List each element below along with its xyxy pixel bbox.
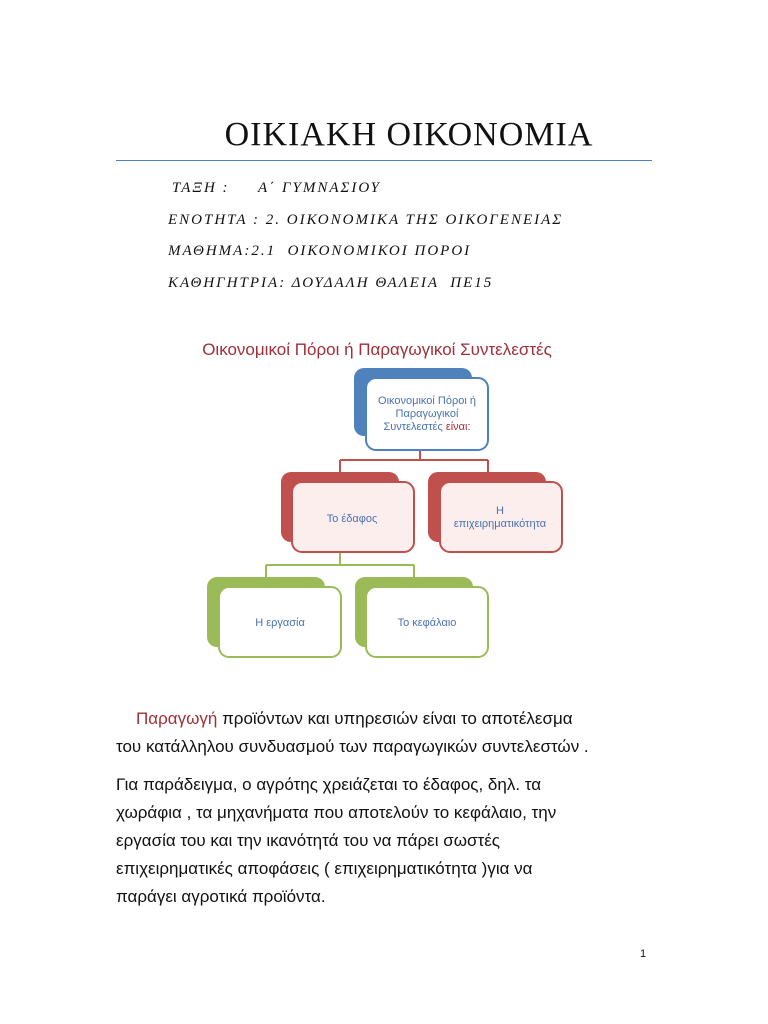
paragraph-production — [116, 705, 656, 761]
page-number: 1 — [640, 948, 647, 960]
capital-node-label: Το κεφάλαιο — [397, 617, 457, 629]
production-line1-rest: προϊόντων και υπηρεσιών είναι το αποτέλεσμα — [217, 709, 573, 728]
root-node-line3-plain: Συντελεστές — [383, 421, 446, 433]
paragraph-example — [116, 771, 656, 911]
land-node — [281, 472, 414, 552]
entrepreneurship-node-line1: Η — [496, 505, 504, 517]
root-node-line3-accent: είναι: — [445, 421, 471, 433]
unit-line: ΕΝΟΤΗΤΑ : 2. ΟΙΚΟΝΟΜΙΚΑ ΤΗΣ ΟΙΚΟΓΕΝΕΙΑΣ — [168, 212, 564, 228]
paragraph-example-line2: χωράφια , τα μηχανήματα που αποτελούν το κεφάλαιο, την — [116, 803, 557, 822]
root-node — [354, 368, 488, 450]
paragraph-example-line1: Για παράδειγμα, ο αγρότης χρειάζεται το έδαφος, δηλ. τα — [116, 775, 542, 794]
root-node-line1: Οικονομικοί Πόροι ή — [378, 395, 476, 407]
paragraph-example-line3: εργασία του και την ικανότητά του να πάρει σωστές — [116, 831, 500, 850]
labor-node — [207, 577, 341, 657]
labor-node-label: Η εργασία — [255, 617, 305, 629]
root-node-line3 — [383, 421, 470, 433]
paragraph-example-line4: επιχειρηματικές αποφάσεις ( επιχειρηματικότητα )για να — [116, 859, 533, 878]
entrepreneurship-node-line2: επιχειρηματικότητα — [453, 518, 547, 530]
production-accent-word: Παραγωγή — [136, 709, 218, 728]
teacher-line: ΚΑΘΗΓΗΤΡΙΑ: ΔΟΥΔΑΛΗ ΘΑΛΕΙΑ ΠΕ15 — [168, 275, 494, 291]
root-node-line2: Παραγωγικοί — [395, 408, 459, 420]
document-title: ΟΙΚΙΑΚΗ ΟΙΚΟΝΟΜΙΑ — [224, 116, 594, 153]
lesson-line: ΜΑΘΗΜΑ:2.1 ΟΙΚΟΝΟΜΙΚΟΙ ΠΟΡΟΙ — [168, 243, 472, 259]
paragraph-production-line1 — [116, 705, 656, 733]
entrepreneurship-node — [428, 472, 562, 552]
class-line: ΤΑΞΗ : Α΄ ΓΥΜΝΑΣΙΟΥ — [172, 180, 381, 196]
paragraph-example-line5: παράγει αγροτικά προϊόντα. — [116, 887, 326, 906]
capital-node — [355, 577, 488, 657]
land-node-label: Το έδαφος — [326, 513, 378, 525]
diagram-heading: Οικονομικοί Πόροι ή Παραγωγικοί Συντελεστές — [202, 340, 552, 359]
paragraph-production-line2: του κατάλληλου συνδυασμού των παραγωγικών συντελεστών . — [116, 737, 589, 756]
